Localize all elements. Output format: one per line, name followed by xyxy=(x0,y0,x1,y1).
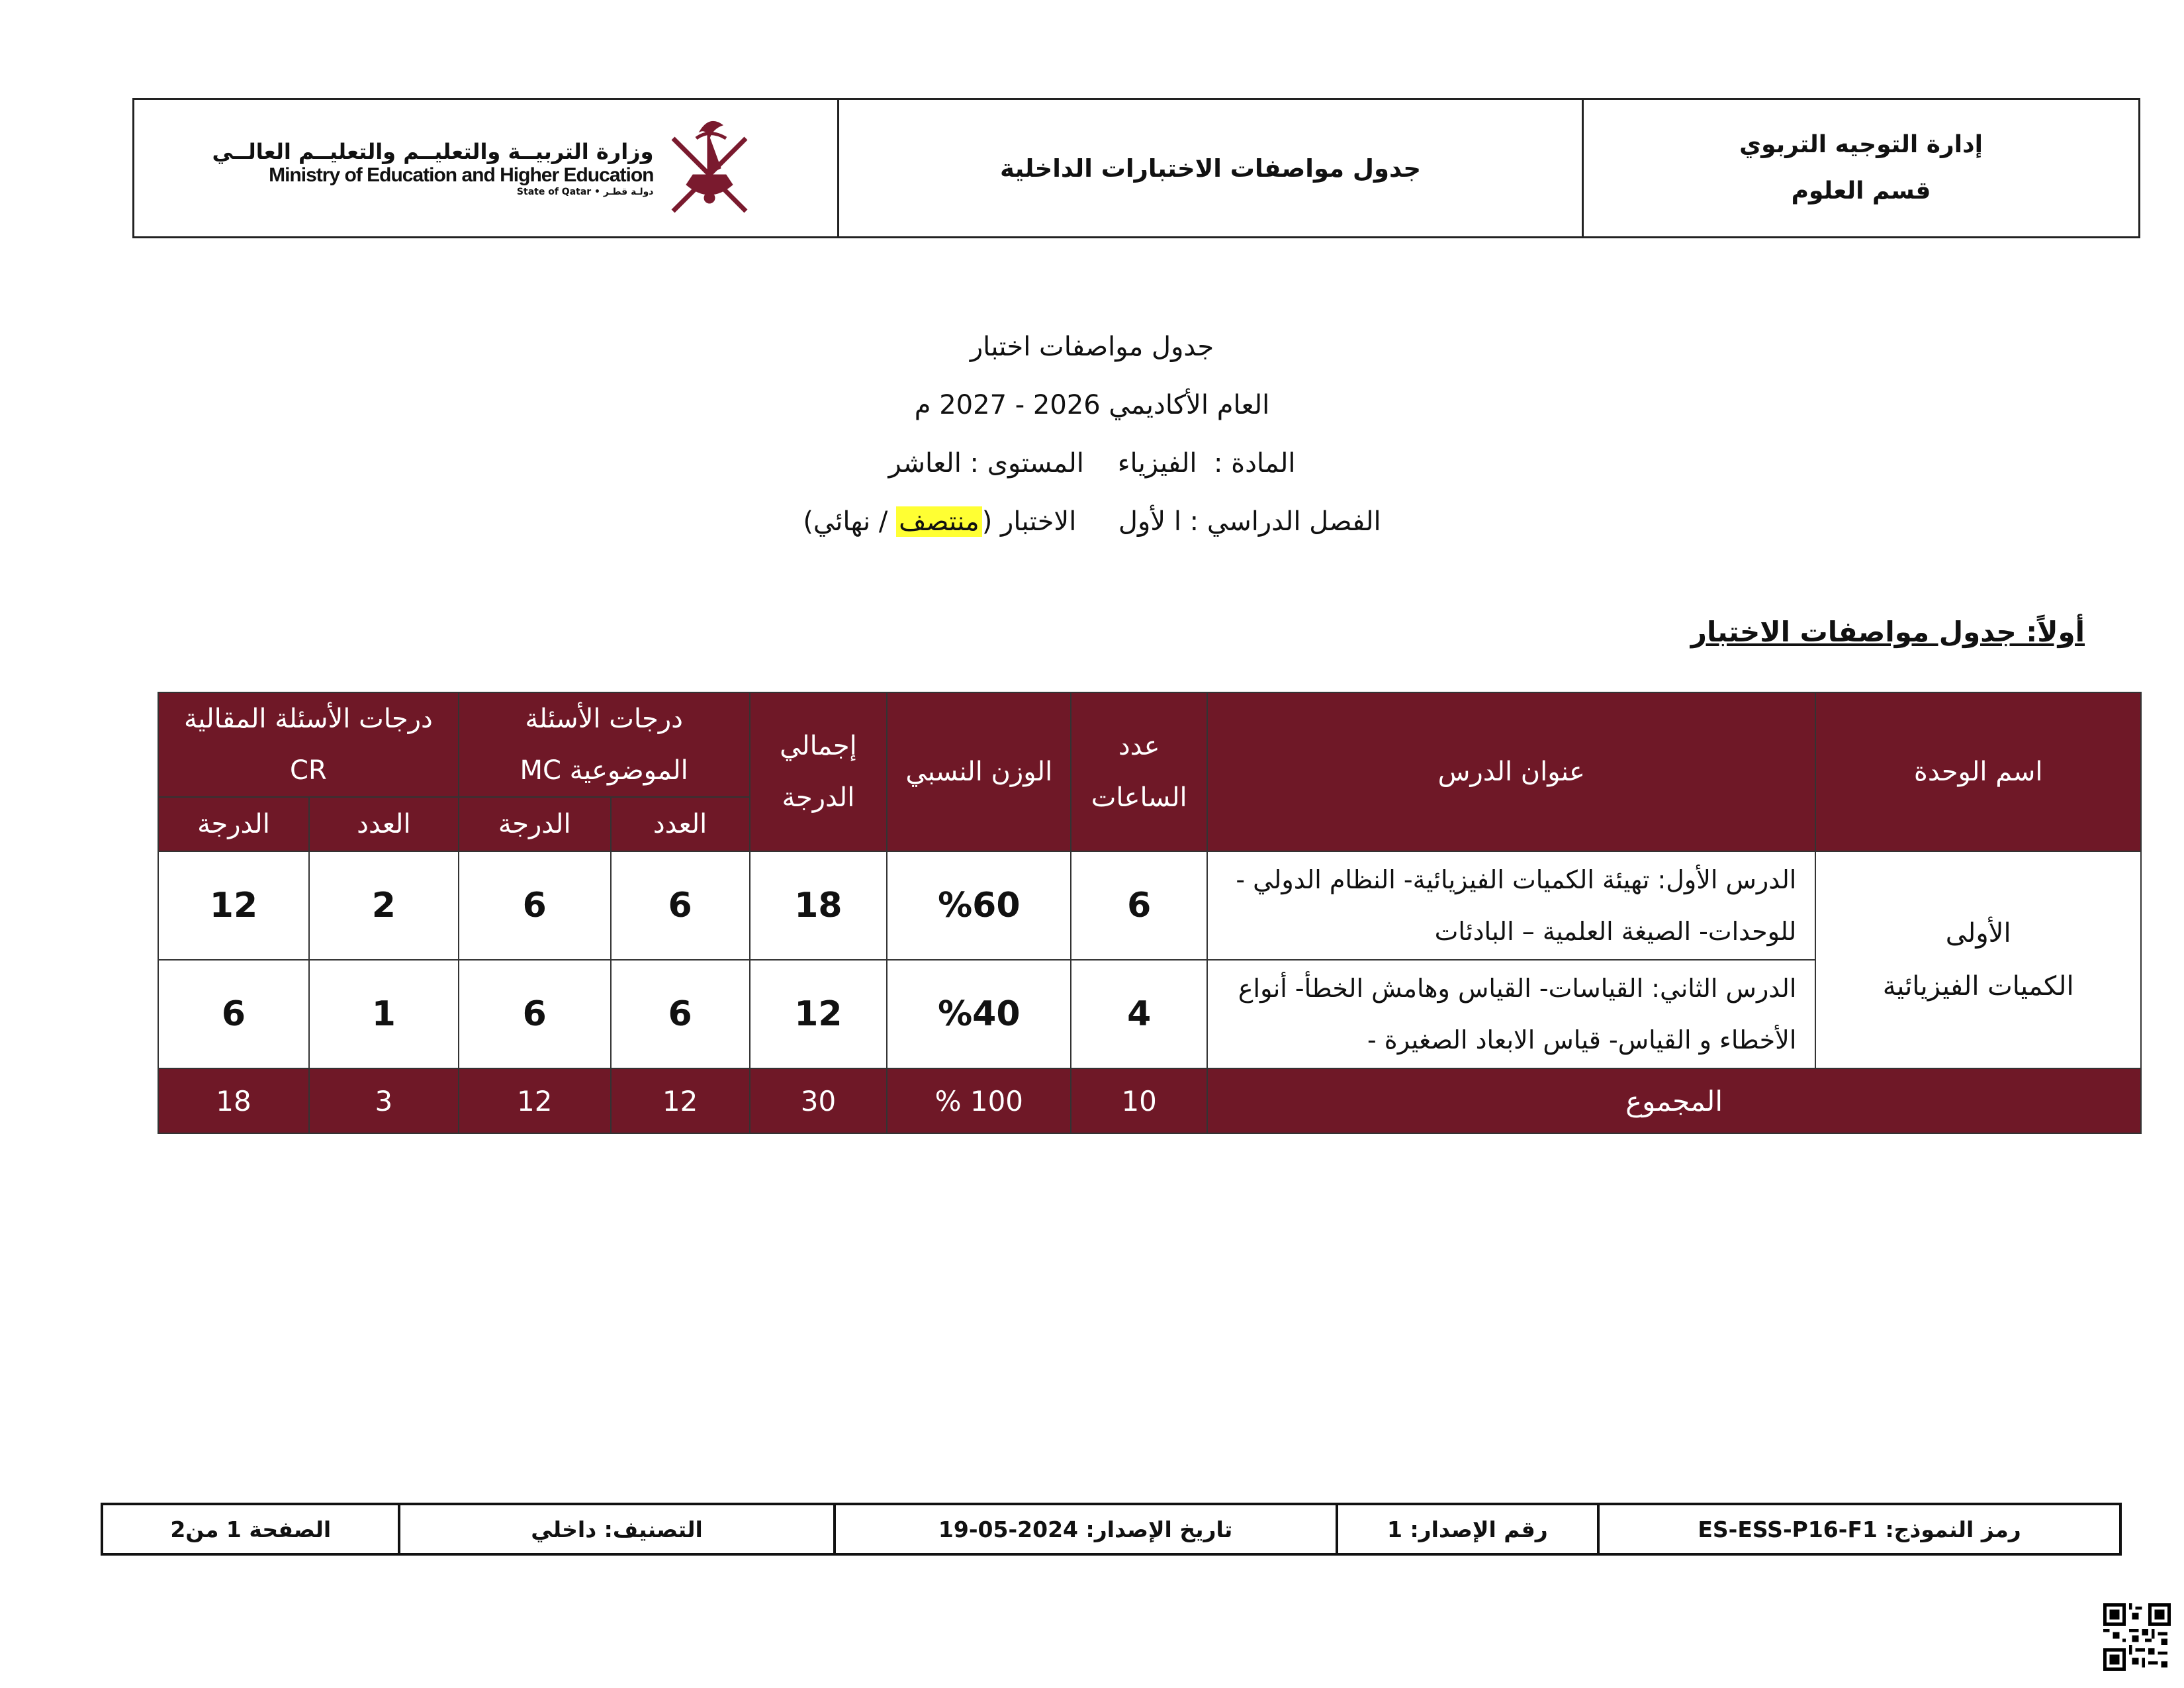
header-unit-name: اسم الوحدة xyxy=(1815,692,2141,851)
cr-grade-value: 6 xyxy=(158,960,309,1068)
ministry-name-arabic: وزارة التربيــة والتعليــم والتعليــم العالــي xyxy=(212,139,654,164)
header-cr-grade: الدرجة xyxy=(158,797,309,851)
totals-label: المجموع xyxy=(1207,1068,2141,1133)
form-code: رمز النموذج: ES-ESS-P16-F1 xyxy=(1598,1504,2120,1554)
header-cr: درجات الأسئلة المقالية CR xyxy=(158,692,459,797)
totals-hours: 10 xyxy=(1071,1068,1207,1133)
header-mc-grade: الدرجة xyxy=(459,797,611,851)
hours-value: 6 xyxy=(1071,851,1207,960)
semester-exam-suffix: / نهائي) xyxy=(803,506,897,537)
header-lesson-title: عنوان الدرس xyxy=(1207,692,1815,851)
classification: التصنيف: داخلي xyxy=(399,1504,834,1554)
mc-grade-value: 6 xyxy=(459,960,611,1068)
totals-mc-count: 12 xyxy=(611,1068,750,1133)
header-total-grade: إجمالي الدرجة xyxy=(750,692,887,851)
lesson-title: الدرس الأول: تهيئة الكميات الفيزيائية- النظام الدولي - للوحدات- الصيغة العلمية – البادئات xyxy=(1207,851,1815,960)
title-academic-year: العام الأكاديمي 2026 - 2027 م xyxy=(914,390,1270,420)
totals-grade: 30 xyxy=(750,1068,887,1133)
header-weight: الوزن النسبي xyxy=(887,692,1071,851)
cr-count-value: 2 xyxy=(309,851,459,960)
state-of-qatar: State of Qatar • دولـة قطـر xyxy=(516,187,654,197)
title-semester-exam xyxy=(0,492,2184,551)
totals-cr-grade: 18 xyxy=(158,1068,309,1133)
document-footer xyxy=(101,1503,2122,1556)
hours-value: 4 xyxy=(1071,960,1207,1068)
section-heading: أولاً: جدول مواصفات الاختبار xyxy=(1690,616,2085,648)
department-section: قسم العلوم xyxy=(1791,177,1931,205)
totals-cr-count: 3 xyxy=(309,1068,459,1133)
totals-row xyxy=(158,1068,2141,1133)
header-hours: عدد الساعات xyxy=(1071,692,1207,851)
table-row xyxy=(158,851,2141,960)
totals-mc-grade: 12 xyxy=(459,1068,611,1133)
title-subject-level: المادة : الفيزياء المستوى : العاشر xyxy=(888,448,1296,479)
header-mc: درجات الأسئلة الموضوعية MC xyxy=(459,692,750,797)
semester-exam-prefix: الفصل الدراسي : ا لأول الاختبار ( xyxy=(981,506,1381,537)
lesson-title: الدرس الثاني: القياسات- القياس وهامش الخطأ- أنواع الأخطاء و القياس- قياس الابعاد الصغيرة - xyxy=(1207,960,1815,1068)
issue-date: تاريخ الإصدار: 2024-05-19 xyxy=(835,1504,1337,1554)
header-mc-count: العدد xyxy=(611,797,750,851)
mc-grade-value: 6 xyxy=(459,851,611,960)
total-grade-value: 12 xyxy=(750,960,887,1068)
ministry-logo xyxy=(212,112,760,224)
weight-value: %40 xyxy=(887,960,1071,1068)
ministry-name-english: Ministry of Education and Higher Education xyxy=(269,164,654,186)
title-line-1: جدول مواصفات اختبار xyxy=(970,332,1214,362)
mc-count-value: 6 xyxy=(611,851,750,960)
mc-count-value: 6 xyxy=(611,960,750,1068)
version-number: رقم الإصدار: 1 xyxy=(1337,1504,1599,1554)
table-header-row xyxy=(158,692,2141,797)
unit-name: الأولى الكميات الفيزيائية xyxy=(1815,851,2141,1068)
header-cr-count: العدد xyxy=(309,797,459,851)
document-header xyxy=(132,98,2140,238)
cr-count-value: 1 xyxy=(309,960,459,1068)
cr-grade-value: 12 xyxy=(158,851,309,960)
header-department xyxy=(1584,100,2138,236)
page-number: الصفحة 1 من2 xyxy=(102,1504,399,1554)
qatar-emblem-icon xyxy=(660,112,759,224)
header-title: جدول مواصفات الاختبارات الداخلية xyxy=(839,100,1584,236)
total-grade-value: 18 xyxy=(750,851,887,960)
totals-weight: 100 % xyxy=(887,1068,1071,1133)
specifications-table xyxy=(158,692,2142,1134)
highlighted-midterm: منتصف xyxy=(896,506,982,537)
footer-row xyxy=(102,1504,2120,1554)
qr-code-icon xyxy=(2103,1603,2171,1671)
document-titles xyxy=(0,318,2184,551)
weight-value: %60 xyxy=(887,851,1071,960)
department-directorate: إدارة التوجيه التربوي xyxy=(1739,131,1983,158)
ministry-logo-cell xyxy=(134,100,839,236)
